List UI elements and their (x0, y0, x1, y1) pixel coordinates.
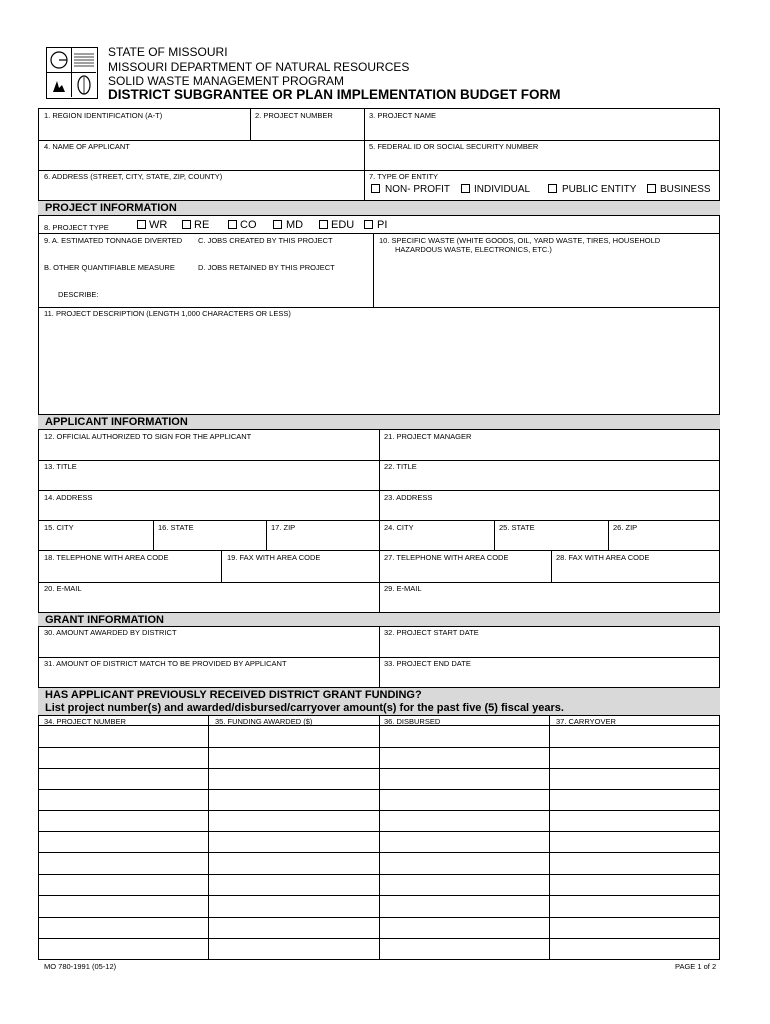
field-project-manager[interactable]: 21. PROJECT MANAGER (384, 432, 472, 441)
field-fax-manager[interactable]: 28. FAX WITH AREA CODE (556, 553, 650, 562)
field-title-applicant[interactable]: 13. TITLE (44, 462, 77, 471)
table-row[interactable] (38, 917, 720, 918)
checkbox-type-edu[interactable] (319, 220, 328, 229)
label-type-md: MD (286, 219, 304, 231)
field-address[interactable]: 6. ADDRESS (STREET, CITY, STATE, ZIP, COUNTY) (44, 172, 223, 181)
field-phone-applicant[interactable]: 18. TELEPHONE WITH AREA CODE (44, 553, 169, 562)
table-row[interactable] (38, 831, 720, 832)
label-public-entity: PUBLIC ENTITY (562, 184, 637, 195)
col-carryover: 37. CARRYOVER (556, 717, 616, 726)
field-email-applicant[interactable]: 20. E-MAIL (44, 584, 82, 593)
field-project-number[interactable]: 2. PROJECT NUMBER (255, 111, 333, 120)
field-start-date[interactable]: 32. PROJECT START DATE (384, 628, 479, 637)
header-department: MISSOURI DEPARTMENT OF NATURAL RESOURCES (108, 60, 410, 74)
checkbox-business[interactable] (647, 184, 656, 193)
field-project-description[interactable]: 11. PROJECT DESCRIPTION (LENGTH 1,000 CHARACTERS OR LESS) (44, 309, 291, 318)
header-program: SOLID WASTE MANAGEMENT PROGRAM (108, 74, 345, 88)
field-specific-waste[interactable]: 10. SPECIFIC WASTE (WHITE GOODS, OIL, YARD WASTE, TIRES, HOUSEHOLD (379, 236, 661, 245)
table-row[interactable] (38, 895, 720, 896)
table-row[interactable] (38, 874, 720, 875)
field-project-type: 8. PROJECT TYPE (44, 223, 109, 232)
section-grant-history (38, 687, 720, 716)
checkbox-type-re[interactable] (182, 220, 191, 229)
field-address-applicant[interactable]: 14. ADDRESS (44, 493, 93, 502)
dnr-logo-icon (47, 48, 96, 97)
field-city-applicant[interactable]: 15. CITY (44, 523, 74, 532)
col-disbursed: 36. DISBURSED (384, 717, 441, 726)
field-official-authorized[interactable]: 12. OFFICIAL AUTHORIZED TO SIGN FOR THE APPLICANT (44, 432, 252, 441)
table-row[interactable] (38, 852, 720, 853)
label-type-wr: WR (149, 219, 168, 231)
history-instructions: List project number(s) and awarded/disbursed/carryover amount(s) for the past five (5) fiscal years. (45, 702, 564, 714)
field-federal-id[interactable]: 5. FEDERAL ID OR SOCIAL SECURITY NUMBER (369, 142, 539, 151)
field-city-manager[interactable]: 24. CITY (384, 523, 414, 532)
table-row[interactable] (38, 938, 720, 939)
table-row[interactable] (38, 789, 720, 790)
field-entity-type: 7. TYPE OF ENTITY (369, 172, 439, 181)
header-state: STATE OF MISSOURI (108, 45, 228, 59)
field-title-manager[interactable]: 22. TITLE (384, 462, 417, 471)
col-funding-awarded: 35. FUNDING AWARDED ($) (215, 717, 313, 726)
page-number: PAGE 1 of 2 (675, 962, 717, 971)
form-number: MO 780-1991 (05-12) (44, 962, 117, 971)
checkbox-individual[interactable] (461, 184, 470, 193)
checkbox-type-co[interactable] (228, 220, 237, 229)
dnr-logo (46, 47, 98, 99)
field-address-manager[interactable]: 23. ADDRESS (384, 493, 433, 502)
section-project-information: PROJECT INFORMATION (38, 200, 720, 216)
field-zip-applicant[interactable]: 17. ZIP (271, 523, 296, 532)
field-phone-manager[interactable]: 27. TELEPHONE WITH AREA CODE (384, 553, 509, 562)
field-jobs-retained[interactable]: D. JOBS RETAINED BY THIS PROJECT (198, 263, 335, 272)
checkbox-type-pi[interactable] (364, 220, 373, 229)
field-region-id[interactable]: 1. REGION IDENTIFICATION (A-T) (44, 111, 163, 120)
field-fax-applicant[interactable]: 19. FAX WITH AREA CODE (227, 553, 321, 562)
checkbox-public-entity[interactable] (548, 184, 557, 193)
history-question: HAS APPLICANT PREVIOUSLY RECEIVED DISTRICT GRANT FUNDING? (45, 689, 422, 701)
table-row[interactable] (38, 768, 720, 769)
table-row[interactable] (38, 747, 720, 748)
label-type-re: RE (194, 219, 210, 231)
field-other-measure[interactable]: B. OTHER QUANTIFIABLE MEASURE (44, 263, 175, 272)
col-project-number: 34. PROJECT NUMBER (44, 717, 126, 726)
field-state-manager[interactable]: 25. STATE (499, 523, 535, 532)
field-district-match[interactable]: 31. AMOUNT OF DISTRICT MATCH TO BE PROVIDED BY APPLICANT (44, 659, 287, 668)
field-amount-awarded[interactable]: 30. AMOUNT AWARDED BY DISTRICT (44, 628, 177, 637)
section-applicant-information: APPLICANT INFORMATION (38, 414, 720, 430)
field-end-date[interactable]: 33. PROJECT END DATE (384, 659, 471, 668)
label-type-edu: EDU (331, 219, 355, 231)
label-type-co: CO (240, 219, 257, 231)
label-non-profit: NON- PROFIT (385, 184, 450, 195)
label-individual: INDIVIDUAL (474, 184, 531, 195)
form-title: DISTRICT SUBGRANTEE OR PLAN IMPLEMENTATION BUDGET FORM (108, 87, 561, 102)
section-grant-information: GRANT INFORMATION (38, 612, 720, 627)
table-row[interactable] (38, 810, 720, 811)
label-business: BUSINESS (660, 184, 711, 195)
checkbox-type-md[interactable] (273, 220, 282, 229)
checkbox-non-profit[interactable] (371, 184, 380, 193)
checkbox-type-wr[interactable] (137, 220, 146, 229)
field-project-name[interactable]: 3. PROJECT NAME (369, 111, 436, 120)
label-type-pi: PI (377, 219, 388, 231)
field-specific-waste-cont: HAZARDOUS WASTE, ELECTRONICS, ETC.) (395, 245, 552, 254)
field-zip-manager[interactable]: 26. ZIP (613, 523, 638, 532)
field-describe[interactable]: DESCRIBE: (58, 290, 99, 299)
field-tonnage-diverted[interactable]: 9. A. ESTIMATED TONNAGE DIVERTED (44, 236, 183, 245)
field-applicant-name[interactable]: 4. NAME OF APPLICANT (44, 142, 130, 151)
field-jobs-created[interactable]: C. JOBS CREATED BY THIS PROJECT (198, 236, 333, 245)
field-state-applicant[interactable]: 16. STATE (158, 523, 194, 532)
field-email-manager[interactable]: 29. E-MAIL (384, 584, 422, 593)
